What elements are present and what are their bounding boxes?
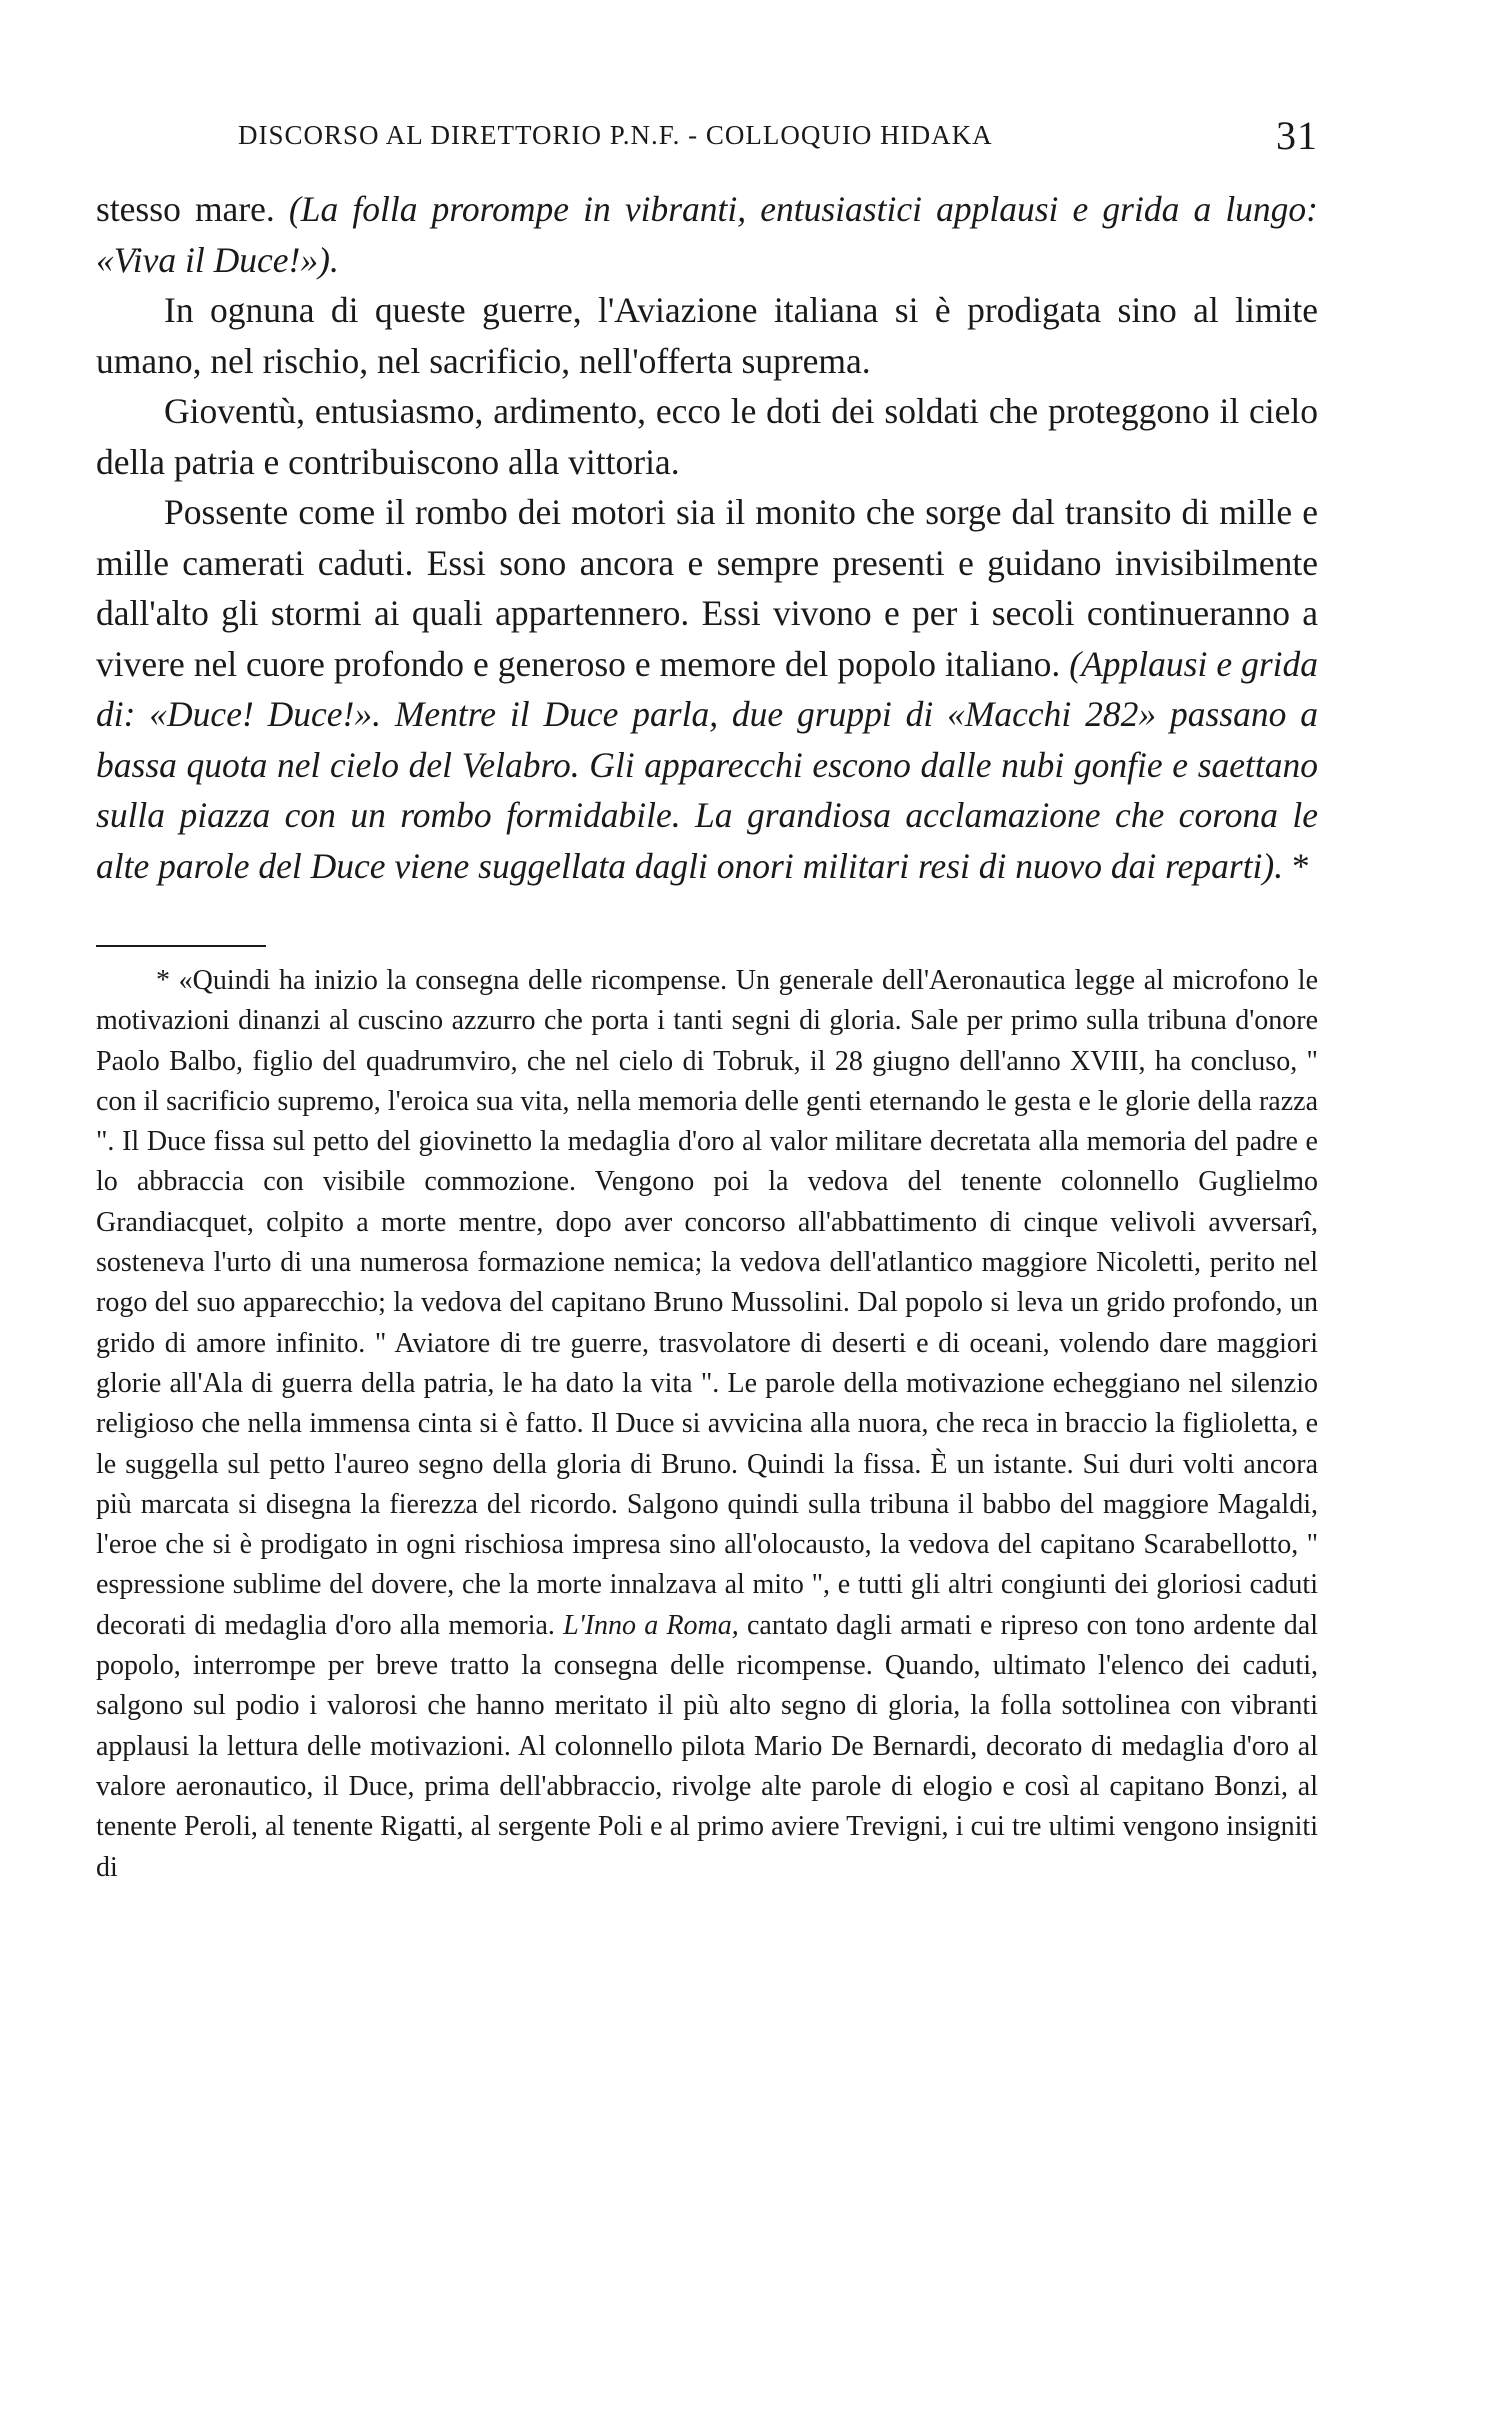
paragraph-3: Gioventù, entusiasmo, ardimento, ecco le doti dei soldati che proteggono il cielo della patria e contribuiscono alla vittoria. <box>96 391 1318 482</box>
footnote <box>96 961 1318 1888</box>
page-number: 31 <box>1276 113 1318 158</box>
paragraph-4 <box>96 487 1318 891</box>
running-title: DISCORSO AL DIRETTORIO P.N.F. - COLLOQUIO HIDAKA <box>238 120 993 150</box>
paragraph-1 <box>96 184 1318 285</box>
page-header <box>96 100 1318 160</box>
paragraph-4-text: Possente come il rombo dei motori sia il monito che sorge dal transito di mille e mille camerati caduti. Essi sono ancora e sempre presenti e guidano invisibilmente dall'alto gli stormi ai quali appartennero. Essi vivono e per i secoli continueranno a vivere nel cuore profondo e generoso e memore del popolo italiano. <box>96 492 1318 684</box>
footnote-text-2: cantato dagli armati e ripreso con tono ardente dal popolo, interrompe per breve tratto la consegna delle ricompense. Quando, ultimato l'elenco dei caduti, salgono sul podio i valorosi che hanno meritato il più alto segno di gloria, la folla sottolinea con vibranti applausi la lettura delle motivazioni. Al colonnello pilota Mario De Bernardi, decorato di medaglia d'oro al valore aeronautico, il Duce, prima dell'abbraccio, rivolge alte parole di elogio e così al capitano Bonzi, al tenente Peroli, al tenente Rigatti, al sergente Poli e al primo aviere Trevigni, i cui tre ultimi vengono insigniti di <box>96 1609 1319 1883</box>
paragraph-1-stage-direction: (La folla prorompe in vibranti, entusiastici applausi e grida a lungo: «Viva il Duce!»). <box>96 189 1319 280</box>
page <box>96 100 1318 1888</box>
paragraph-1-text: stesso mare. <box>96 189 289 229</box>
main-text <box>96 184 1318 891</box>
footnote-italic: L'Inno a Roma, <box>563 1609 739 1641</box>
paragraph-4-stage-direction: (Applausi e grida di: «Duce! Duce!». Mentre il Duce parla, due gruppi di «Macchi 282» passano a bassa quota nel cielo del Velabro. Gli apparecchi escono dalle nubi gonfie e saettano sulla piazza con un rombo formidabile. La grandiosa acclamazione che corona le alte parole del Duce viene suggellata dagli onori militari resi di nuovo dai reparti). <box>96 643 1319 886</box>
paragraph-2: In ognuna di queste guerre, l'Aviazione italiana si è prodigata sino al limite umano, nel rischio, nel sacrificio, nell'offerta suprema. <box>96 290 1318 381</box>
footnote-text-1: * «Quindi ha inizio la consegna delle ricompense. Un generale dell'Aeronautica legge al microfono le motivazioni dinanzi al cuscino azzurro che porta i tanti segni di gloria. Sale per primo sulla tribuna d'onore Paolo Balbo, figlio del quadrumviro, che nel cielo di Tobruk, il 28 giugno dell'anno XVIII, ha concluso, " con il sacrificio supremo, l'eroica sua vita, nella memoria delle genti eternando le gesta e le glorie della razza ". Il Duce fissa sul petto del giovinetto la medaglia d'oro al valor militare decretata alla memoria del padre e lo abbraccia con visibile commozione. Vengono poi la vedova del tenente colonnello Guglielmo Grandiacquet, colpito a morte mentre, dopo aver concorso all'abbattimento di cinque velivoli avversarî, sosteneva l'urto di una numerosa formazione nemica; la vedova dell'atlantico maggiore Nicoletti, perito nel rogo del suo apparecchio; la vedova del capitano Bruno Mussolini. Dal popolo si leva un grido profondo, un grido di amore infinito. " Aviatore di tre guerre, trasvolatore di deserti e di oceani, volendo dare maggiori glorie all'Ala di guerra della patria, le ha dato la vita ". Le parole della motivazione echeggiano nel silenzio religioso che nella immensa cinta si è fatto. Il Duce si avvicina alla nuora, che reca in braccio la figlioletta, e le suggella sul petto l'aureo segno della gloria di Bruno. Quindi la fissa. È un istante. Sui duri volti ancora più marcata si disegna la fierezza del ricordo. Salgono quindi sulla tribuna il babbo del maggiore Magaldi, l'eroe che si è prodigato in ogni rischiosa impresa sino all'olocausto, la vedova del capitano Scarabellotto, " espressione sublime del dovere, che la morte innalzava al mito ", e tutti gli altri congiunti dei gloriosi caduti decorati di medaglia d'oro alla memoria. <box>96 965 1318 1641</box>
footnote-rule <box>96 945 266 947</box>
footnote-marker: * <box>1283 845 1310 886</box>
